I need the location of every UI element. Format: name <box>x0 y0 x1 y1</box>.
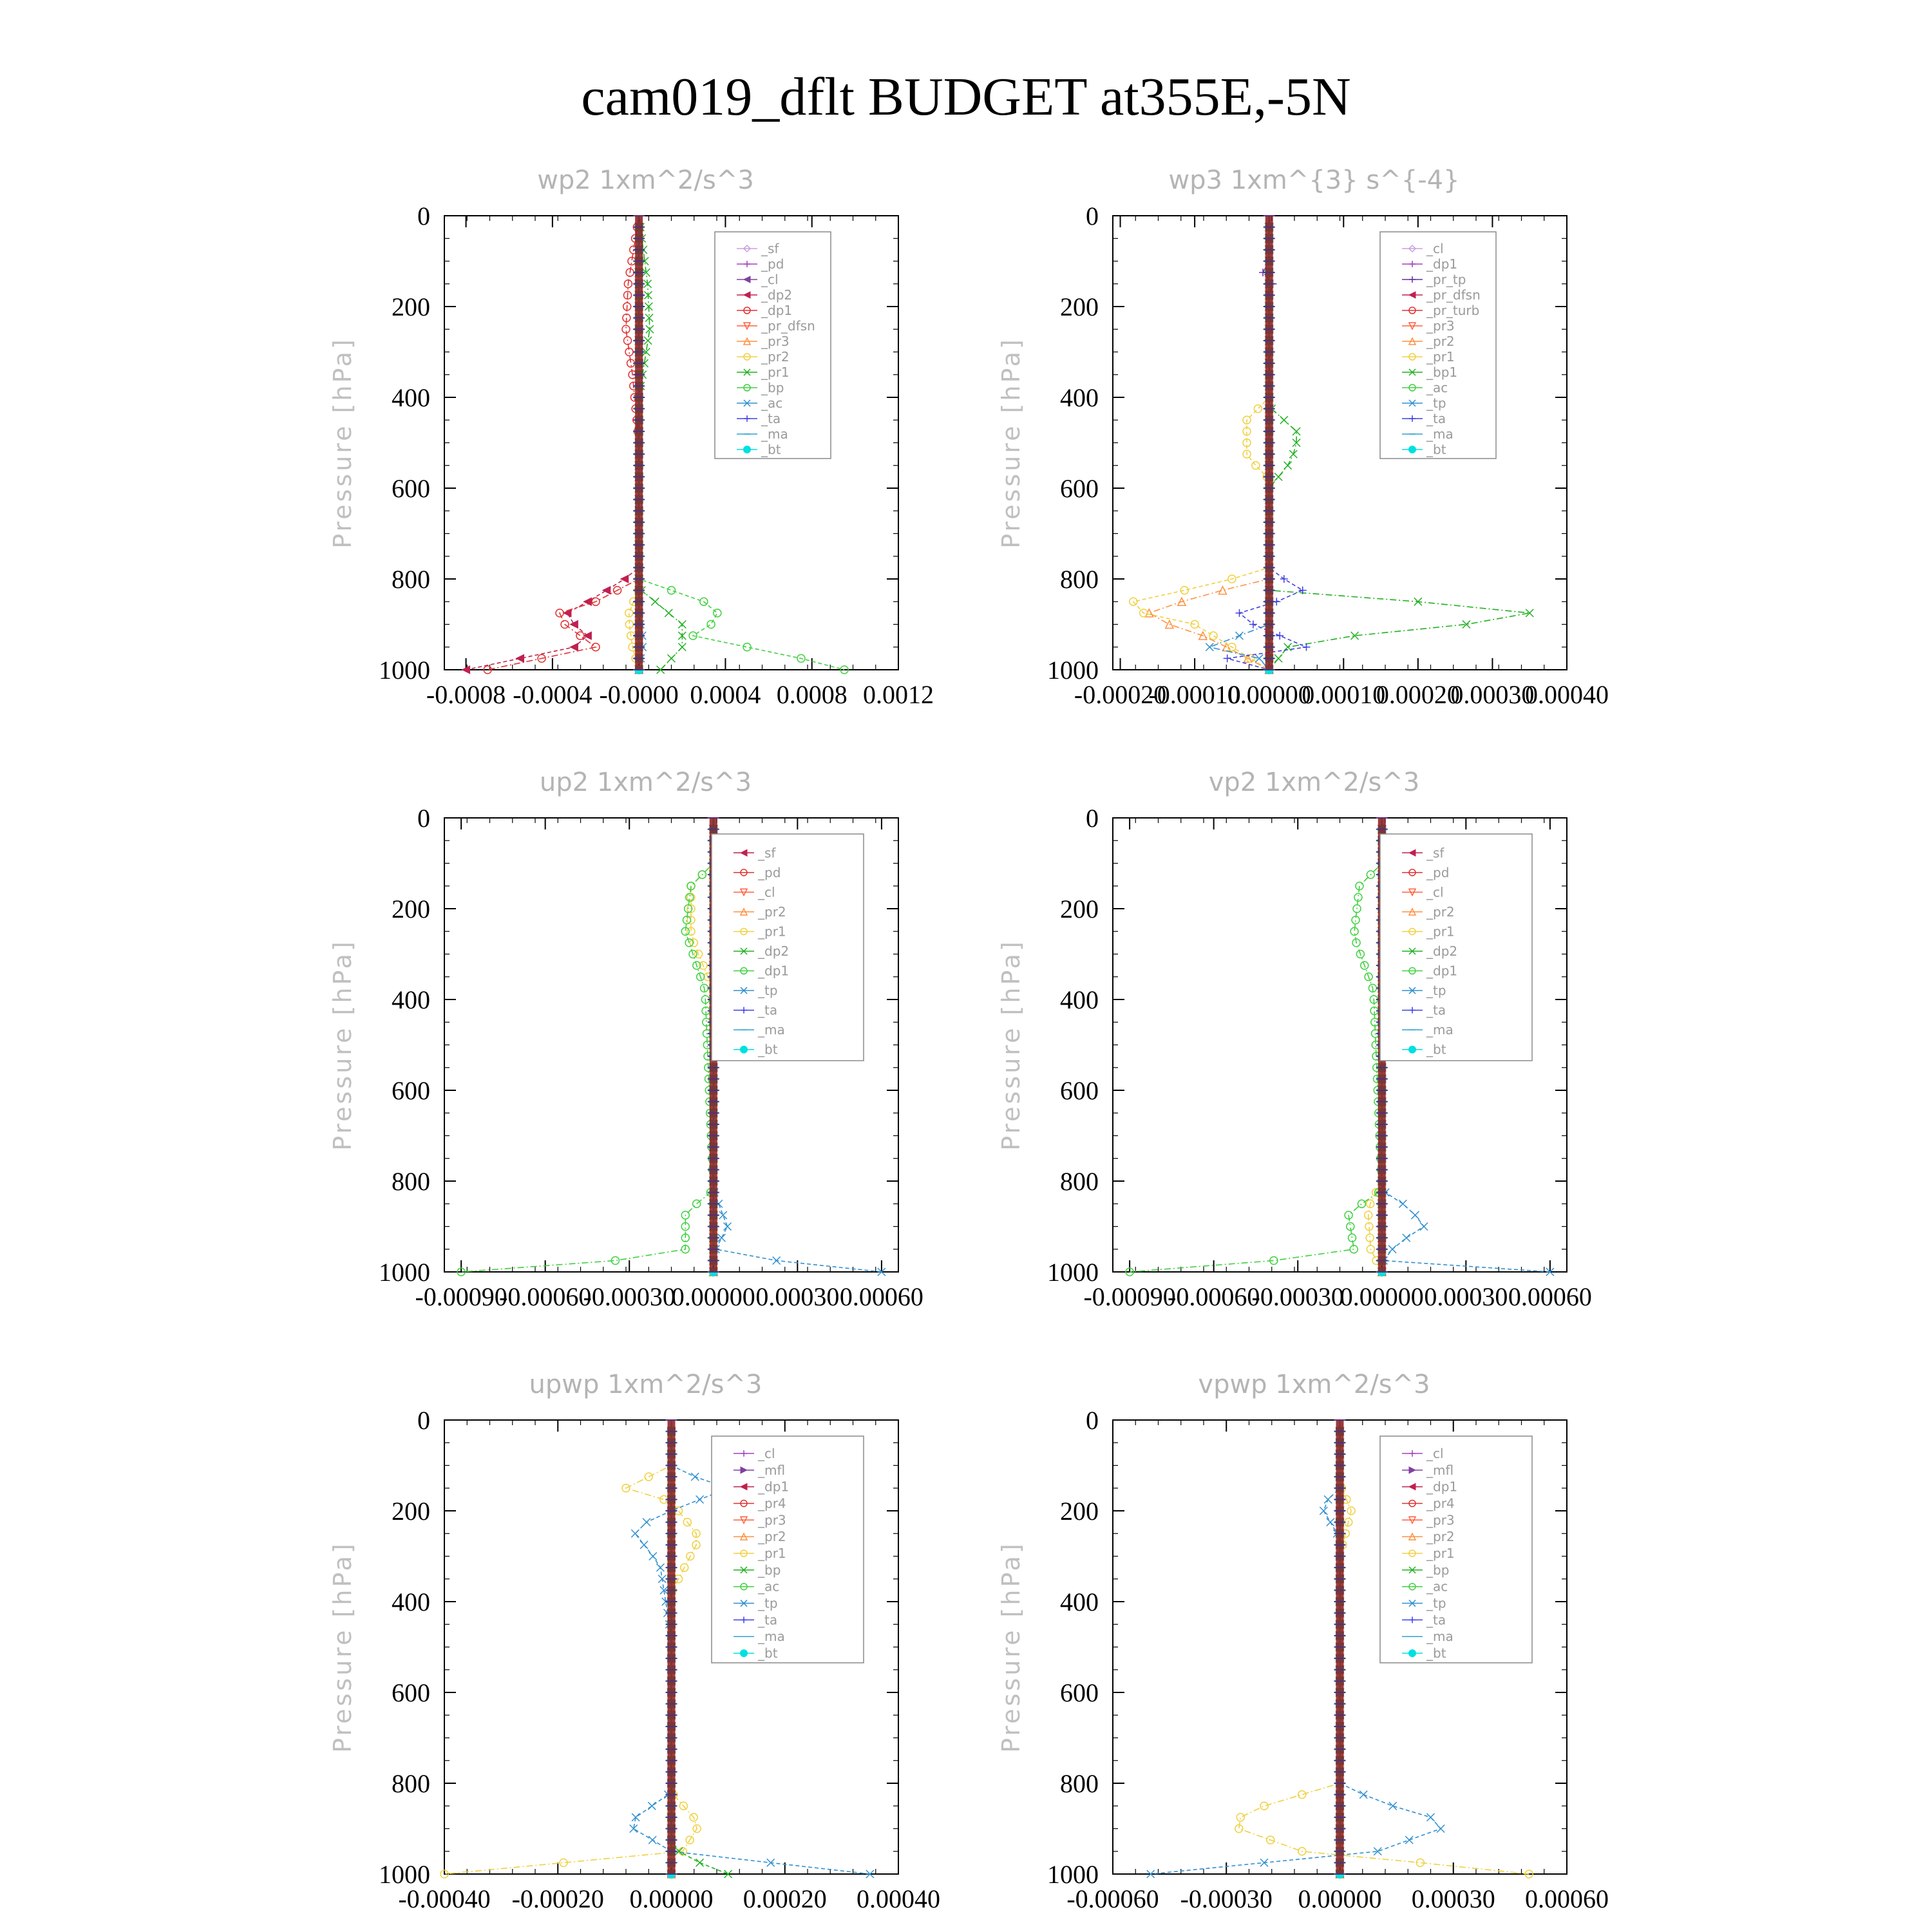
legend-label: _cl <box>761 272 779 287</box>
legend-label: _ma <box>758 1022 785 1038</box>
legend-label: _ma <box>1426 426 1454 442</box>
x-tick-label: 0.00030 <box>755 1282 840 1311</box>
x-tick-label: -0.00030 <box>583 1282 676 1311</box>
y-tick-label: 600 <box>1060 1678 1099 1707</box>
legend-label: _pr4 <box>758 1495 786 1511</box>
series-marker-dp1 <box>1358 1200 1365 1208</box>
x-tick-label: -0.0004 <box>513 680 592 709</box>
x-tick-label: -0.00060 <box>1066 1884 1159 1913</box>
series-marker-tp <box>773 1256 781 1264</box>
series-marker-tp <box>643 1519 650 1526</box>
legend-label: _pr2 <box>1426 1529 1455 1545</box>
x-tick-label: -0.00060 <box>499 1282 592 1311</box>
y-tick-label: 400 <box>392 383 430 412</box>
y-tick-label: 200 <box>1060 1497 1099 1526</box>
legend-label: _ta <box>1426 1612 1446 1628</box>
y-tick-label: 0 <box>417 804 430 833</box>
legend-label: _ta <box>758 1002 778 1018</box>
legend-label: _mfl <box>1426 1462 1454 1478</box>
series-marker-pr1 <box>644 337 652 345</box>
y-tick-label: 200 <box>1060 292 1099 321</box>
legend-label: _pd <box>758 864 781 880</box>
series-marker-tp <box>691 1473 699 1481</box>
legend-marker <box>1408 446 1416 453</box>
x-tick-label: -0.00090 <box>415 1282 507 1311</box>
x-tick-label: 0.0004 <box>690 680 761 709</box>
legend-label: _ta <box>1426 1002 1446 1018</box>
y-tick-label: 200 <box>1060 895 1099 923</box>
series-line-pr1 <box>1133 216 1269 670</box>
series-marker-tp <box>630 1825 638 1833</box>
series-marker-ta <box>1302 643 1310 651</box>
legend-label: _sf <box>758 845 776 861</box>
series-marker-tp <box>719 1211 727 1219</box>
series-marker-dp2 <box>516 654 524 662</box>
y-tick-label: 600 <box>1060 474 1099 503</box>
series-marker-tp <box>1206 643 1213 651</box>
panel-4 <box>997 768 1592 1311</box>
x-tick-label: 0.00020 <box>1376 680 1460 709</box>
series-marker-bp1 <box>1274 473 1282 480</box>
legend-label: _pr3 <box>758 1512 786 1528</box>
legend <box>715 232 831 459</box>
y-tick-label: 400 <box>1060 985 1099 1014</box>
series-marker-pr1 <box>651 598 659 605</box>
legend-label: _ma <box>761 426 788 442</box>
y-tick-label: 200 <box>392 292 430 321</box>
legend-label: _tp <box>758 983 778 999</box>
y-tick-label: 800 <box>392 565 430 594</box>
y-axis-label: Pressure [hPa] <box>328 337 357 549</box>
panel-5 <box>328 1370 940 1913</box>
series-marker-ta <box>1224 654 1231 662</box>
legend-label: _tp <box>1426 395 1446 411</box>
x-tick-label: -0.00060 <box>1168 1282 1260 1311</box>
series-marker-ta <box>1280 575 1288 583</box>
series-marker-tp <box>1399 1200 1406 1208</box>
legend-label: _pr1 <box>1426 1546 1455 1561</box>
series-marker-tp <box>1420 1223 1428 1231</box>
y-tick-label: 0 <box>417 1406 430 1435</box>
legend-label: _pr2 <box>1426 904 1455 920</box>
y-tick-label: 1000 <box>1047 1258 1099 1287</box>
y-axis-label: Pressure [hPa] <box>997 939 1025 1151</box>
legend-label: _cl <box>1426 884 1444 900</box>
legend-label: _tp <box>758 1595 778 1611</box>
y-tick-label: 800 <box>1060 1167 1099 1196</box>
x-tick-label: -0.00040 <box>398 1884 491 1913</box>
y-tick-label: 0 <box>417 202 430 231</box>
series-line-dp1 <box>1130 818 1382 1272</box>
x-tick-label: 0.00040 <box>857 1884 940 1913</box>
panel-title: vpwp 1xm^2/s^3 <box>1198 1370 1430 1399</box>
legend-label: _bt <box>761 442 781 457</box>
x-tick-label: -0.0008 <box>426 680 506 709</box>
x-tick-label: 0.00000 <box>1340 1282 1424 1311</box>
series-marker-pr1 <box>1260 1802 1268 1810</box>
y-tick-label: 600 <box>392 1076 430 1105</box>
legend-marker <box>740 1046 748 1054</box>
series-line-dp2 <box>466 216 639 670</box>
panel-title: vp2 1xm^2/s^3 <box>1208 768 1420 797</box>
y-tick-label: 600 <box>1060 1076 1099 1105</box>
legend-label: _cl <box>1426 241 1444 256</box>
series-marker-bp1 <box>1280 416 1288 424</box>
x-tick-label: -0.00020 <box>1074 680 1167 709</box>
x-tick-label: -0.00090 <box>1083 1282 1176 1311</box>
panel-6 <box>997 1370 1609 1913</box>
series-marker-tp <box>1389 1802 1397 1810</box>
y-tick-label: 0 <box>1086 804 1099 833</box>
series-marker-pr1 <box>1180 587 1188 594</box>
x-tick-label: -0.00010 <box>1148 680 1241 709</box>
legend-label: _tp <box>1426 983 1446 999</box>
y-axis-label: Pressure [hPa] <box>328 1541 357 1753</box>
series-marker-tp <box>648 1802 656 1810</box>
panel-title: up2 1xm^2/s^3 <box>539 768 752 797</box>
legend-label: _bp <box>1426 1562 1450 1578</box>
legend-label: _cl <box>758 884 775 900</box>
x-tick-label: 0.00000 <box>671 1282 755 1311</box>
x-tick-label: -0.00020 <box>511 1884 604 1913</box>
y-tick-label: 0 <box>1086 202 1099 231</box>
legend-label: _sf <box>761 241 779 256</box>
legend-label: _dp1 <box>1426 1479 1458 1495</box>
y-tick-label: 1000 <box>1047 656 1099 685</box>
legend-label: _ac <box>1426 1578 1448 1595</box>
panel-3 <box>328 768 923 1311</box>
legend-label: _dp2 <box>758 943 790 959</box>
x-tick-label: 0.00020 <box>743 1884 827 1913</box>
legend-label: _pr1 <box>758 1546 786 1561</box>
x-tick-label: 0.00000 <box>1227 680 1311 709</box>
y-tick-label: 800 <box>1060 1769 1099 1798</box>
y-axis-label: Pressure [hPa] <box>328 939 357 1151</box>
y-tick-label: 400 <box>392 985 430 1014</box>
legend-label: _bt <box>1426 1645 1446 1662</box>
x-tick-label: -0.00030 <box>1251 1282 1344 1311</box>
series-line-dp1 <box>461 818 714 1272</box>
x-tick-label: 0.00000 <box>1298 1884 1382 1913</box>
y-axis-label: Pressure [hPa] <box>997 1541 1025 1753</box>
legend-label: _pr_tp <box>1426 272 1466 287</box>
series-marker-pr1 <box>665 609 672 617</box>
y-tick-label: 400 <box>392 1587 430 1616</box>
series-line-pr1 <box>444 1420 697 1874</box>
series-line-pr1 <box>639 216 682 670</box>
series-marker-tp <box>1427 1814 1435 1821</box>
series-marker-bp1 <box>1289 450 1297 458</box>
series-marker-bp <box>714 609 721 617</box>
series-marker-dp1 <box>576 632 584 639</box>
series-marker-dp2 <box>603 587 611 594</box>
series-marker-tp <box>649 1836 656 1844</box>
legend-label: _ma <box>1426 1629 1454 1645</box>
series-line-tp <box>1209 216 1269 670</box>
series-marker-pr1 <box>1252 462 1260 469</box>
panel-2 <box>997 166 1609 709</box>
y-tick-label: 0 <box>1086 1406 1099 1435</box>
series-marker-bp <box>668 587 676 594</box>
legend <box>1380 232 1496 459</box>
y-tick-label: 1000 <box>379 1258 430 1287</box>
series-marker-bp <box>743 643 751 651</box>
legend-label: _bp <box>758 1562 781 1578</box>
legend-label: _dp1 <box>758 1479 790 1495</box>
series-marker-pr2 <box>1218 587 1226 594</box>
series-line-dp1 <box>488 216 639 670</box>
legend-label: _sf <box>1426 845 1444 861</box>
series-marker-dp2 <box>570 621 578 629</box>
legend-label: _ma <box>1426 1022 1454 1038</box>
legend-label: _ac <box>761 395 783 411</box>
legend-label: _pr3 <box>761 334 790 349</box>
series-marker-pr1 <box>678 643 686 651</box>
series-marker-tp <box>1255 654 1263 662</box>
y-tick-label: 800 <box>392 1769 430 1798</box>
legend-label: _dp1 <box>1426 963 1458 979</box>
x-tick-label: 0.00040 <box>1525 680 1609 709</box>
series-marker-tp <box>1324 1495 1332 1503</box>
legend-label: _pr2 <box>758 904 786 920</box>
y-tick-label: 600 <box>392 474 430 503</box>
series-marker-ta <box>1235 609 1243 617</box>
legend-label: _pr1 <box>761 365 790 380</box>
y-tick-label: 800 <box>1060 565 1099 594</box>
legend-label: _pr1 <box>1426 349 1455 365</box>
legend-label: _ac <box>758 1578 780 1595</box>
figure-title: cam019_dflt BUDGET at355E,-5N <box>581 67 1351 127</box>
legend-marker <box>740 1649 748 1657</box>
legend-label: _bp1 <box>1426 365 1458 380</box>
y-tick-label: 400 <box>1060 1587 1099 1616</box>
legend-label: _pr_dfsn <box>1426 287 1481 303</box>
legend-label: _pr2 <box>1426 334 1455 349</box>
panel-1 <box>328 166 934 709</box>
series-marker-tp <box>631 1530 639 1537</box>
x-tick-label: 0.00060 <box>839 1282 923 1311</box>
legend-label: _tp <box>1426 1595 1446 1611</box>
series-marker-tp <box>1405 1836 1413 1844</box>
series-marker-pr1 <box>1298 1791 1306 1799</box>
series-marker-bp1 <box>1274 654 1282 662</box>
x-tick-label: 0.00060 <box>1525 1884 1609 1913</box>
legend-label: _pr_dfsn <box>761 318 815 334</box>
y-axis-label: Pressure [hPa] <box>997 337 1025 549</box>
legend-label: _pr2 <box>761 349 790 365</box>
legend-label: _ta <box>761 411 781 426</box>
legend-label: _dp1 <box>758 963 790 979</box>
panel-title: wp2 1xm^2/s^3 <box>537 166 754 195</box>
series-marker-bp1 <box>1284 462 1292 469</box>
y-tick-label: 800 <box>392 1167 430 1196</box>
y-tick-label: 1000 <box>1047 1860 1099 1889</box>
series-marker-bp <box>707 621 715 629</box>
series-marker-tp <box>1320 1507 1327 1515</box>
legend-label: _pr3 <box>1426 1512 1455 1528</box>
legend <box>712 1436 864 1663</box>
y-tick-label: 1000 <box>379 1860 430 1889</box>
legend-label: _bt <box>1426 442 1446 457</box>
legend-label: _pd <box>761 256 784 272</box>
x-tick-label: 0.00030 <box>1450 680 1535 709</box>
legend-label: _bt <box>1426 1041 1446 1057</box>
legend-label: _pr3 <box>1426 318 1455 334</box>
legend-label: _pr_turb <box>1426 303 1480 318</box>
series-marker-pr1 <box>1209 632 1217 639</box>
legend-label: _dp1 <box>761 303 793 318</box>
legend-label: _ta <box>1426 411 1446 426</box>
series-marker-tp <box>649 1553 657 1560</box>
legend <box>712 834 864 1061</box>
legend-label: _cl <box>1426 1445 1444 1461</box>
y-tick-label: 200 <box>392 1497 430 1526</box>
x-tick-label: 0.00010 <box>1302 680 1386 709</box>
series-marker-tp <box>1235 632 1243 639</box>
series-marker-bp1 <box>1293 428 1300 435</box>
legend-label: _mfl <box>758 1462 786 1478</box>
series-marker-tp <box>1437 1825 1444 1833</box>
legend-marker <box>1408 1649 1416 1657</box>
series-marker-pr1 <box>678 621 686 629</box>
series-marker-tp <box>1388 1245 1396 1253</box>
series-marker-tp <box>1411 1211 1419 1219</box>
panel-title: upwp 1xm^2/s^3 <box>529 1370 762 1399</box>
y-tick-label: 600 <box>392 1678 430 1707</box>
legend <box>1380 1436 1532 1663</box>
y-tick-label: 1000 <box>379 656 430 685</box>
legend-label: _ac <box>1426 380 1448 395</box>
legend-label: _pd <box>1426 864 1450 880</box>
legend-label: _pr4 <box>1426 1495 1455 1511</box>
series-marker-dp2 <box>570 643 578 651</box>
series-marker-bp <box>696 1859 704 1866</box>
legend <box>1380 834 1532 1061</box>
series-marker-pr1 <box>1254 405 1262 413</box>
x-tick-label: -0.00030 <box>1180 1884 1273 1913</box>
legend-label: _cl <box>758 1445 775 1461</box>
legend-label: _pr2 <box>758 1529 786 1545</box>
legend-label: _bt <box>758 1041 778 1057</box>
x-tick-label: 0.00030 <box>1411 1884 1495 1913</box>
series-marker-tp <box>1403 1234 1410 1242</box>
legend-marker <box>1408 1046 1416 1054</box>
panel-title: wp3 1xm^{3} s^{-4} <box>1168 166 1460 195</box>
series-marker-tp <box>1327 1519 1334 1526</box>
x-tick-label: 0.00030 <box>1424 1282 1508 1311</box>
legend-label: _pr1 <box>758 923 786 940</box>
series-marker-dp1 <box>592 643 600 651</box>
series-marker-tp <box>640 1541 648 1549</box>
x-tick-label: -0.0000 <box>599 680 679 709</box>
legend-label: _dp1 <box>1426 256 1458 272</box>
series-marker-tp <box>1359 1791 1367 1799</box>
legend-label: _ma <box>758 1629 785 1645</box>
series-marker-dp2 <box>621 575 629 583</box>
x-tick-label: 0.0012 <box>863 680 934 709</box>
legend-label: _bt <box>758 1645 778 1662</box>
x-tick-label: 0.00060 <box>1508 1282 1592 1311</box>
legend-label: _dp2 <box>1426 943 1458 959</box>
series-marker-tp <box>724 1223 732 1231</box>
series-marker-pr1 <box>1236 1814 1244 1821</box>
series-marker-pr1 <box>668 654 676 662</box>
series-marker-tp <box>656 1564 664 1571</box>
x-tick-label: 0.00000 <box>629 1884 714 1913</box>
y-tick-label: 200 <box>392 895 430 923</box>
legend-label: _bp <box>761 380 784 395</box>
series-marker-tp <box>696 1495 704 1503</box>
series-marker-ta <box>1276 632 1283 639</box>
legend-label: _pr1 <box>1426 923 1455 940</box>
legend-label: _dp2 <box>761 287 793 303</box>
x-tick-label: 0.0008 <box>776 680 848 709</box>
y-tick-label: 400 <box>1060 383 1099 412</box>
legend-label: _ta <box>758 1612 778 1628</box>
legend-marker <box>743 446 751 453</box>
